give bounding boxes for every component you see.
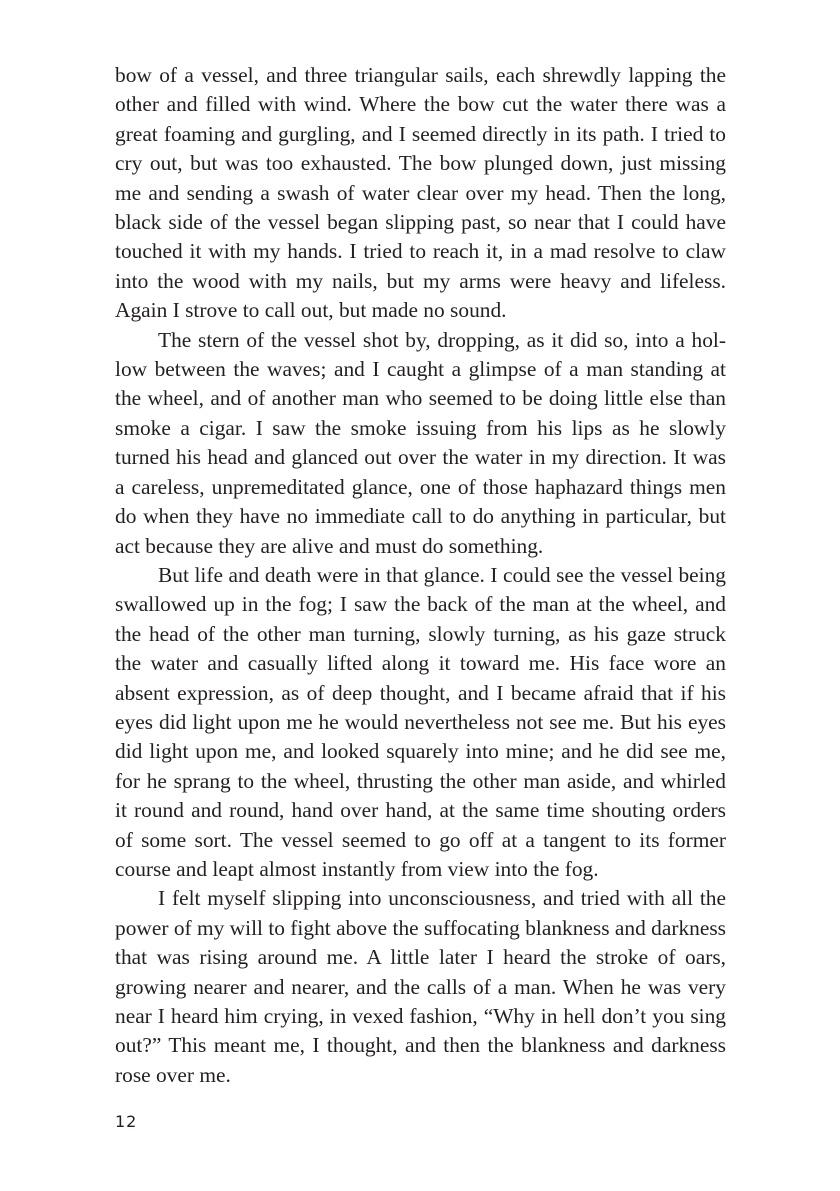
paragraph-2: The stern of the vessel shot by, dropping, as it did so, into a hollow between the waves; and I caught a glimpse of a man standing at the wheel, and of another man who seemed to be doing little else than smoke a cigar. I saw the smoke issuing from his lips as he slowly turned his head and glanced out over the water in my direction. It was a careless, unpremeditated glance, one of those haphazard things men do when they have no immediate call to do anything in particular, but act because they are alive and must do something. bbox=[115, 327, 726, 558]
paragraph-4: I felt myself slipping into unconsciousness, and tried with all the power of my will to fight above the suffocating blankness and darkness that was rising around me. A little later I heard the stroke of oars, growing nearer and nearer, and the calls of a man. When he was very near I heard him crying, in vexed fashion, “Why in hell don’t you sing out?” This meant me, I thought, and then the blankness and darkness rose over me. bbox=[115, 886, 726, 1087]
body-text bbox=[115, 61, 726, 1090]
paragraph-1: bow of a vessel, and three triangular sails, each shrewdly lapping the other and filled with wind. Where the bow cut the water there was a great foaming and gurgling, and I seemed directly in its path. I tried to cry out, but was too exhausted. The bow plunged down, just missing me and sending a swash of water clear over my head. Then the long, black side of the vessel began slipping past, so near that I could have touched it with my hands. I tried to reach it, in a mad resolve to claw into the wood with my nails, but my arms were heavy and lifeless. Again I strove to call out, but made no sound. bbox=[115, 63, 726, 323]
page-number: 12 bbox=[115, 1112, 138, 1131]
paragraph-3: But life and death were in that glance. I could see the vessel being swallowed up in the fog; I saw the back of the man at the wheel, and the head of the other man turning, slowly turning, as his gaze struck the water and casually lifted along it toward me. His face wore an absent expression, as of deep thought, and I became afraid that if his eyes did light upon me he would nevertheless not see me. But his eyes did light upon me, and looked squarely into mine; and he did see me, for he sprang to the wheel, thrusting the other man aside, and whirled it round and round, hand over hand, at the same time shouting orders of some sort. The vessel seemed to go off at a tangent to its former course and leapt almost instantly from view into the fog. bbox=[115, 562, 726, 881]
